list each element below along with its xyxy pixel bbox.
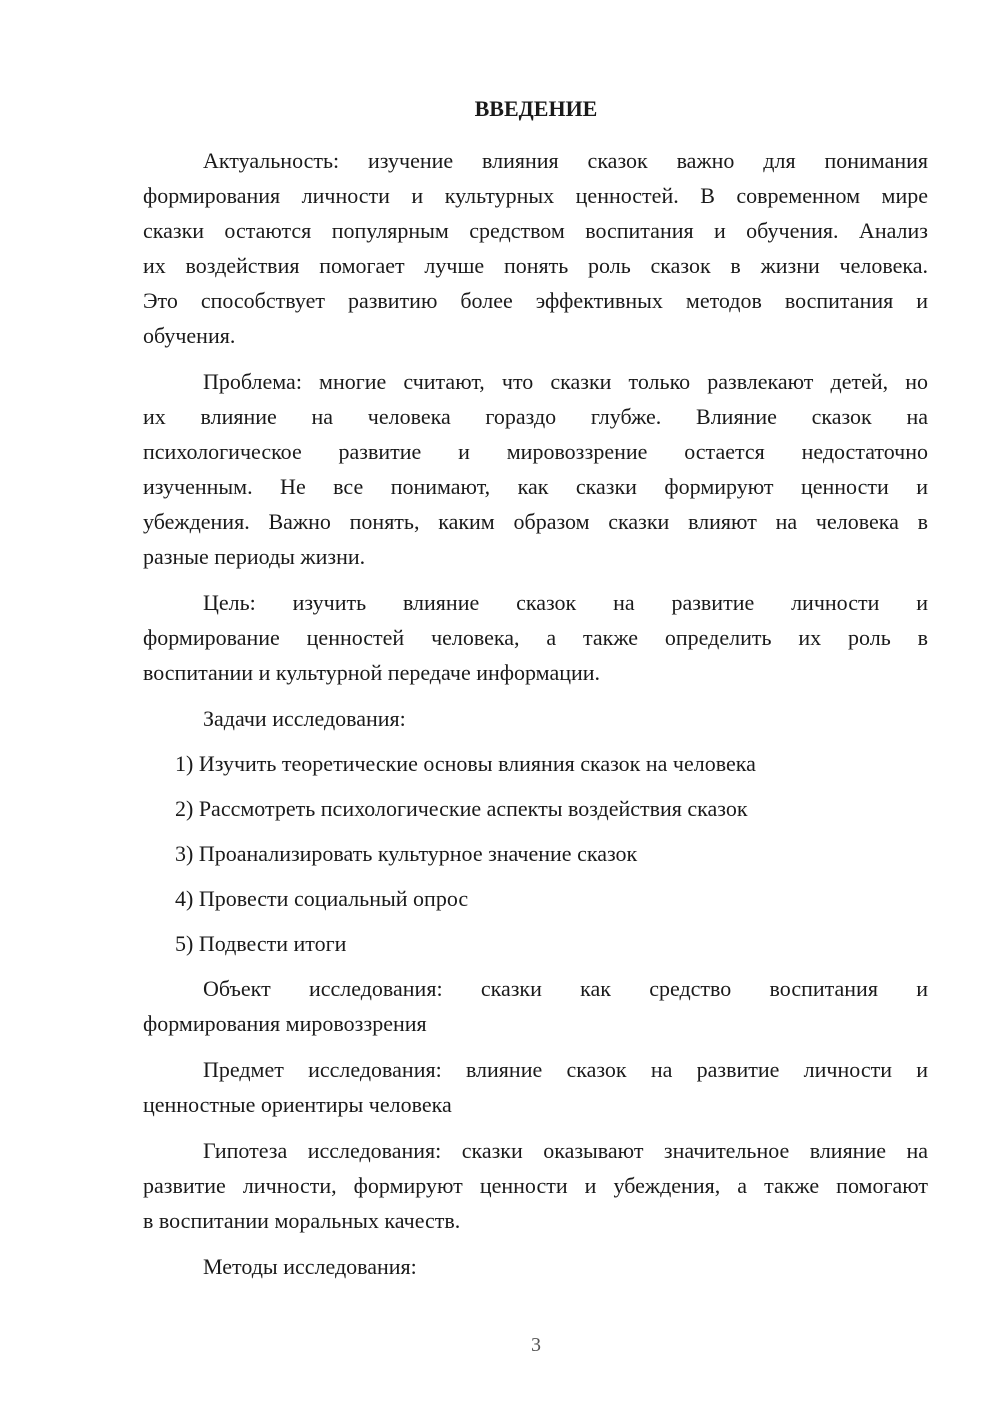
paragraph [143,143,928,353]
text-line: сказки остаются популярным средством воспитания и обучения. Анализ [143,218,928,243]
text-line: Проблема: многие считают, что сказки только развлекают детей, но [203,369,928,394]
paragraph [143,701,928,736]
document-body [143,143,928,1295]
text-line: ценностные ориентиры человека [143,1092,452,1117]
text-line: убеждения. Важно понять, каким образом сказки влияют на человека в [143,509,928,534]
research-paragraphs [143,971,928,1284]
text-line: изученным. Не все понимают, как сказки формируют ценности и [143,474,928,499]
text-line: Гипотеза исследования: сказки оказывают значительное влияние на [203,1138,928,1163]
text-line: формирования личности и культурных ценностей. В современном мире [143,183,928,208]
text-line: разные периоды жизни. [143,544,366,569]
task-item: 4) Провести социальный опрос [175,886,469,911]
paragraph [143,1133,928,1238]
tasks-list [143,746,928,971]
section-title: ВВЕДЕНИЕ [474,96,598,121]
text-line: воспитании и культурной передаче информации. [143,660,601,685]
text-line: Методы исследования: [203,1254,417,1279]
text-line: Задачи исследования: [203,706,406,731]
text-line: их воздействия помогает лучше понять роль сказок в жизни человека. [143,253,928,278]
text-line: формирования мировоззрения [143,1011,427,1036]
task-item: 3) Проанализировать культурное значение сказок [175,841,638,866]
text-line: Цель: изучить влияние сказок на развитие личности и [203,590,928,615]
paragraph [143,1052,928,1122]
text-line: Предмет исследования: влияние сказок на развитие личности и [203,1057,928,1082]
paragraph [143,1249,928,1284]
task-item: 2) Рассмотреть психологические аспекты воздействия сказок [175,796,748,821]
paragraph [143,585,928,690]
task-item: 5) Подвести итоги [175,931,347,956]
page-number: 3 [531,1334,541,1356]
task-item: 1) Изучить теоретические основы влияния сказок на человека [175,751,756,776]
text-line: Актуальность: изучение влияния сказок важно для понимания [203,148,928,173]
text-line: формирование ценностей человека, а также определить их роль в [143,625,928,650]
text-line: их влияние на человека гораздо глубже. Влияние сказок на [143,404,928,429]
paragraph [143,971,928,1041]
text-line: развитие личности, формируют ценности и убеждения, а также помогают [143,1173,928,1198]
text-line: Это способствует развитию более эффективных методов воспитания и [143,288,928,313]
text-line: в воспитании моральных качеств. [143,1208,461,1233]
text-line: психологическое развитие и мировоззрение остается недостаточно [143,439,928,464]
paragraph [143,364,928,574]
text-line: обучения. [143,323,236,348]
text-line: Объект исследования: сказки как средство воспитания и [203,976,928,1001]
intro-paragraphs [143,143,928,736]
